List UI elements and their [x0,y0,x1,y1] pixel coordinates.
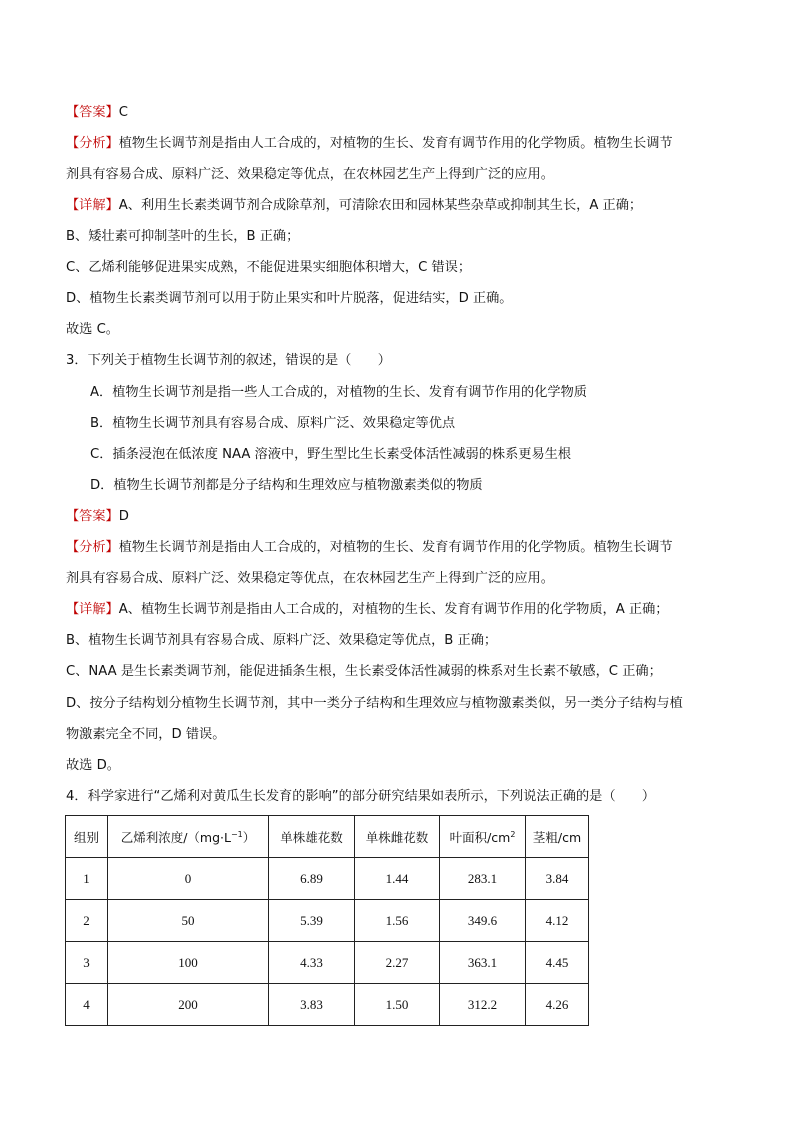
table-cell: 3 [66,942,108,984]
q3-analysis-line-1 [66,539,673,557]
header-stem-diameter: 茎粗/cm [526,816,589,858]
table-cell: 3.83 [269,984,355,1026]
q3-detail-line-5: 物激素完全不同，D 错误。 [66,727,226,742]
table-cell: 100 [108,942,269,984]
table-cell: 283.1 [440,858,526,900]
table-cell: 4.12 [526,900,589,942]
answer-value: D [118,509,129,524]
q2-detail-line-2: B、矮壮素可抑制茎叶的生长，B 正确； [66,229,300,244]
header-leaf-area: 叶面积$/cm^2$ [440,816,526,858]
answer-value: C [118,105,128,120]
q3-detail-line-2: B、植物生长调节剂具有容易合成、原料广泛、效果稳定等优点，B 正确； [66,633,498,648]
q2-analysis-line-2: 剂具有容易合成、原料广泛、效果稳定等优点，在农林园艺生产上得到广泛的应用。 [66,167,554,182]
table-cell: 4.45 [526,942,589,984]
table-cell: 349.6 [440,900,526,942]
table-cell: 5.39 [269,900,355,942]
table-row [66,942,589,984]
table-cell: 6.89 [269,858,355,900]
q3-detail-line-3: C、NAA 是生长素类调节剂，能促进插条生根，生长素受体活性减弱的株系对生长素不敏感，C 正确； [66,664,662,679]
q3-option-b: B．植物生长调节剂具有容易合成、原料广泛、效果稳定等优点 [90,416,456,431]
analysis-tag: 【分析】 [66,540,119,555]
table-cell: 4 [66,984,108,1026]
header-male-flowers: 单株雄花数 [269,816,355,858]
q3-conclusion: 故选 D。 [66,758,120,773]
table-cell: 2.27 [355,942,440,984]
q3-answer-line [66,508,129,526]
detail-text: A、植物生长调节剂是指由人工合成的，对植物的生长、发育有调节作用的化学物质，A 正确； [118,602,669,617]
table-cell: 1.56 [355,900,440,942]
table-cell: 4.26 [526,984,589,1026]
table-cell: 3.84 [526,858,589,900]
table-header-row [66,816,589,858]
answer-tag: 【答案】 [66,105,119,120]
analysis-text: 植物生长调节剂是指由人工合成的，对植物的生长、发育有调节作用的化学物质。植物生长调节 [118,540,673,555]
header-group: 组别 [66,816,108,858]
q4-stem: 4．科学家进行“乙烯利对黄瓜生长发育的影响”的部分研究结果如表所示，下列说法正确的是（ ） [66,789,656,804]
q2-analysis-line-1 [66,135,673,153]
table-cell: 50 [108,900,269,942]
detail-tag: 【详解】 [66,198,119,213]
q3-analysis-line-2: 剂具有容易合成、原料广泛、效果稳定等优点，在农林园艺生产上得到广泛的应用。 [66,571,554,586]
q2-detail-line-4: D、植物生长素类调节剂可以用于防止果实和叶片脱落，促进结实，D 正确。 [66,291,513,306]
table-row [66,984,589,1026]
q2-conclusion: 故选 C。 [66,322,119,337]
q3-option-c: C．插条浸泡在低浓度 NAA 溶液中，野生型比生长素受体活性减弱的株系更易生根 [90,447,572,462]
answer-tag: 【答案】 [66,509,119,524]
q3-detail-line-4: D、按分子结构划分植物生长调节剂，其中一类分子结构和生理效应与植物激素类似，另一类分子结构与植 [66,696,683,711]
table-cell: 200 [108,984,269,1026]
analysis-text: 植物生长调节剂是指由人工合成的，对植物的生长、发育有调节作用的化学物质。植物生长调节 [118,136,673,151]
table-cell: 0 [108,858,269,900]
q2-answer-line [66,104,128,122]
table-row [66,858,589,900]
table-cell: 1 [66,858,108,900]
table-row [66,900,589,942]
analysis-tag: 【分析】 [66,136,119,151]
table-cell: 1.50 [355,984,440,1026]
q3-option-a: A．植物生长调节剂是指一些人工合成的，对植物的生长、发育有调节作用的化学物质 [90,385,587,400]
table-cell: 1.44 [355,858,440,900]
table-cell: 4.33 [269,942,355,984]
results-table [65,815,589,1026]
q2-detail-line-1 [66,197,642,215]
table-cell: 312.2 [440,984,526,1026]
q3-stem: 3．下列关于植物生长调节剂的叙述，错误的是（ ） [66,353,391,368]
q2-detail-line-3: C、乙烯利能够促进果实成熟，不能促进果实细胞体积增大，C 错误； [66,260,472,275]
q3-detail-line-1 [66,601,668,619]
detail-tag: 【详解】 [66,602,119,617]
table-cell: 363.1 [440,942,526,984]
header-concentration: 乙烯利浓度$/(mg\cdot L^{-1})$ [108,816,269,858]
detail-text: A、利用生长素类调节剂合成除草剂，可清除农田和园林某些杂草或抑制其生长，A 正确； [118,198,643,213]
q3-option-d: D．植物生长调节剂都是分子结构和生理效应与植物激素类似的物质 [90,478,483,493]
header-female-flowers: 单株雌花数 [355,816,440,858]
table-cell: 2 [66,900,108,942]
